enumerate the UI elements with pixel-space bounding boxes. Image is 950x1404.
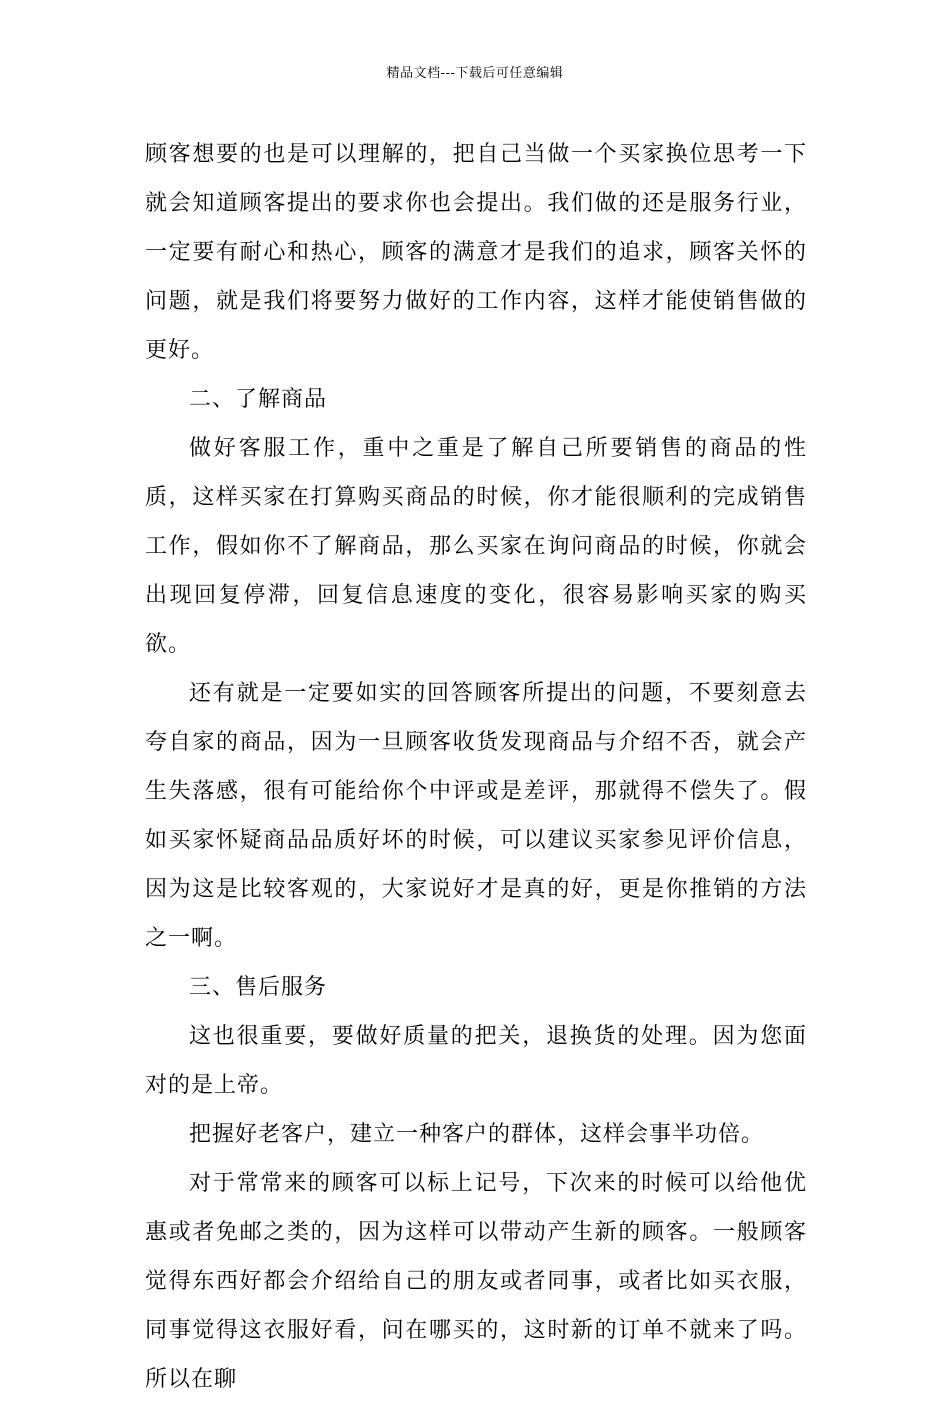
paragraph-continuation: 顾客想要的也是可以理解的，把自己当做一个买家换位思考一下就会知道顾客提出的要求你也会提出。我们做的还是服务行业，一定要有耐心和热心，顾客的满意才是我们的追求，顾客关怀的问题，就是我们将要努力做好的工作内容，这样才能使销售做的更好。 <box>145 142 807 363</box>
section-heading-understand-products: 二、了解商品 <box>189 387 328 412</box>
section-heading-after-sales: 三、售后服务 <box>189 975 328 1000</box>
paragraph: 做好客服工作，重中之重是了解自己所要销售的商品的性质，这样买家在打算购买商品的时候，你才能很顺利的完成销售工作，假如你不了解商品，那么买家在询问商品的时候，你就会出现回复停滞，回复信息速度的变化，很容易影响买家的购买欲。 <box>145 436 807 657</box>
paragraph: 对于常常来的顾客可以标上记号，下次来的时候可以给他优惠或者免邮之类的，因为这样可以带动产生新的顾客。一般顾客觉得东西好都会介绍给自己的朋友或者同事，或者比如买衣服，同事觉得这衣服好看，问在哪买的，这时新的订单不就来了吗。所以在聊 <box>145 1171 807 1392</box>
paragraph: 把握好老客户，建立一种客户的群体，这样会事半功倍。 <box>189 1122 765 1147</box>
document-body <box>145 130 807 1404</box>
page-header: 精品文档---下载后可任意编辑 <box>386 66 564 81</box>
paragraph: 还有就是一定要如实的回答顾客所提出的问题，不要刻意去夸自家的商品，因为一旦顾客收货发现商品与介绍不否，就会产生失落感，很有可能给你个中评或是差评，那就得不偿失了。假如买家怀疑商品品质好坏的时候，可以建议买家参见评价信息，因为这是比较客观的，大家说好才是真的好，更是你推销的方法之一啊。 <box>145 681 807 951</box>
paragraph: 这也很重要，要做好质量的把关，退换货的处理。因为您面对的是上帝。 <box>145 1024 807 1098</box>
